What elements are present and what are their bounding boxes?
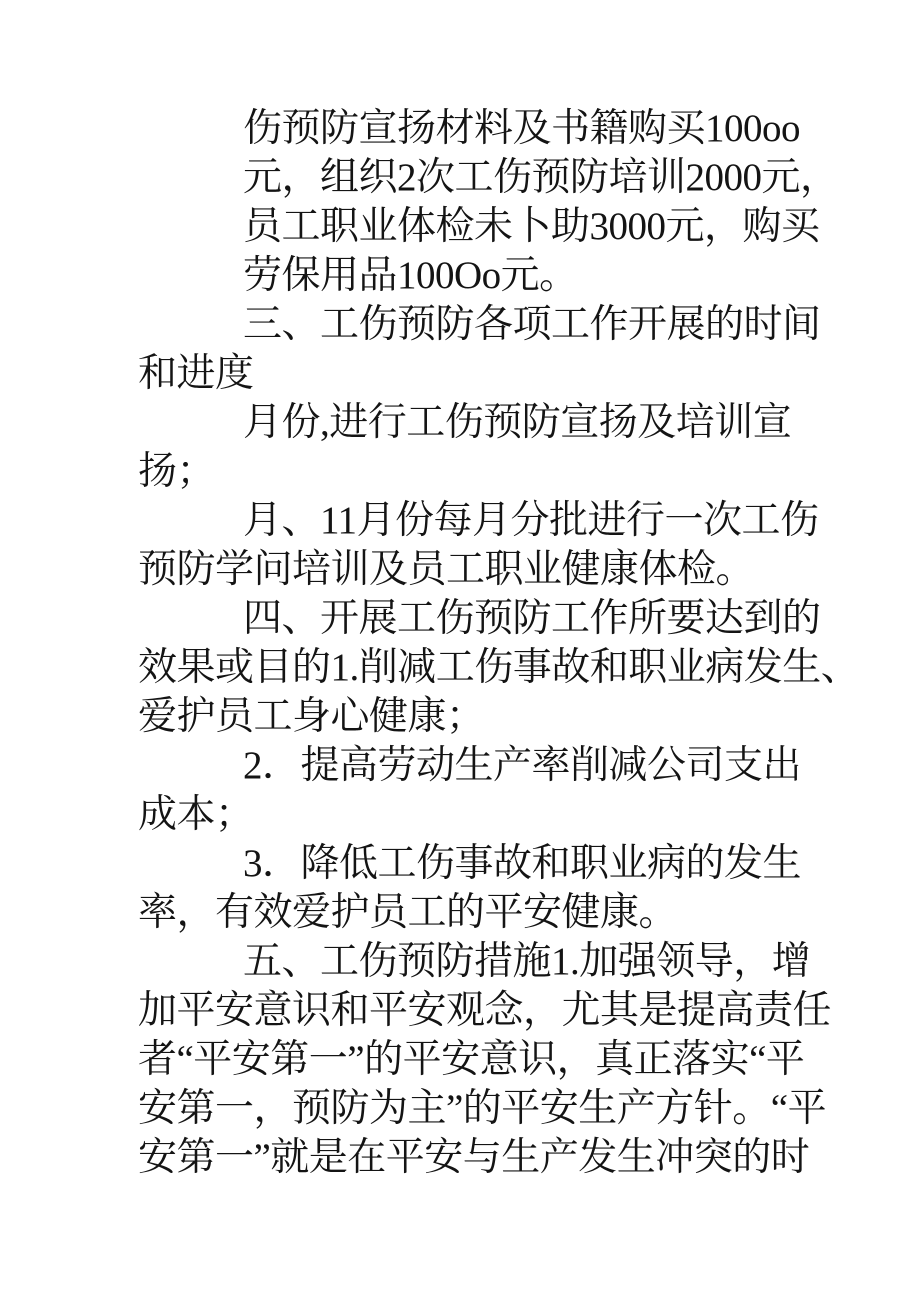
text-line: 元，组织2次工伤预防培训2000元，	[243, 156, 839, 199]
text-line: 者“平安第一”的平安意识，真正落实“平	[138, 1038, 805, 1081]
text-line: 预防学问培训及员工职业健康体检。	[138, 548, 755, 591]
text-line: 五、工伤预防措施1.加强领导，增	[243, 940, 811, 983]
text-line: 四、开展工伤预防工作所要达到的	[243, 597, 821, 640]
text-line: 员工职业体检未卜助3000元，购买	[243, 205, 820, 248]
text-line: 劳保用品100Oo元。	[243, 254, 578, 297]
text-line: 安第一，预防为主”的平安生产方针。“平	[138, 1087, 827, 1130]
text-line: 成本；	[138, 793, 254, 836]
text-line: 率，有效爱护员工的平安健康。	[138, 891, 678, 934]
text-line: 扬；	[138, 450, 216, 493]
text-line: 爱护员工身心健康；	[138, 695, 485, 738]
text-block	[138, 104, 860, 1182]
text-line: 安第一”就是在平安与生产发生冲突的时	[138, 1136, 810, 1179]
text-line: 和进度	[138, 352, 254, 395]
text-line: 月份,进行工伤预防宣扬及培训宣	[243, 401, 792, 444]
text-line: 加平安意识和平安观念，尤其是提高责任	[138, 989, 832, 1032]
text-line: 效果或目的1.削减工伤事故和职业病发生、	[138, 646, 860, 689]
text-line: 2．提高劳动生产率削减公司支出	[243, 744, 802, 787]
text-line: 3．降低工伤事故和职业病的发生	[243, 842, 802, 885]
text-line: 伤预防宣扬材料及书籍购买100oo	[243, 107, 801, 150]
text-line: 月、11月份每月分批进行一次工伤	[243, 499, 819, 542]
text-line: 三、工伤预防各项工作开展的时间	[243, 303, 821, 346]
